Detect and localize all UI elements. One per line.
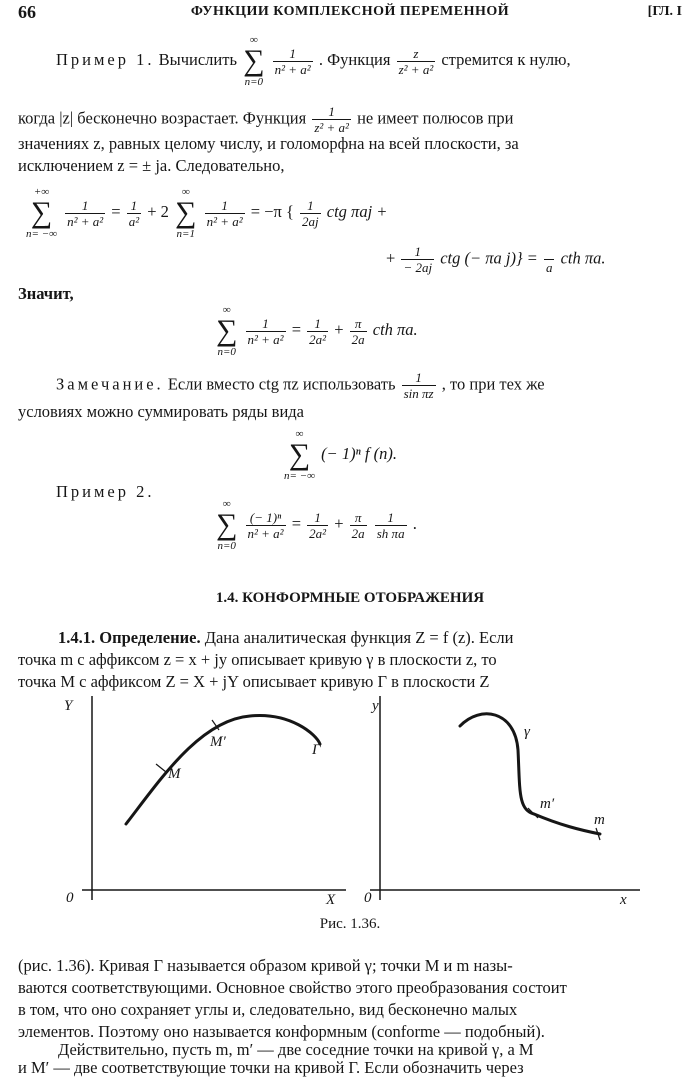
label-left-y-axis: Y (64, 698, 73, 714)
example1-label: Пример 1. (56, 49, 155, 69)
fraction: $\frac{1}{\text{n² + a²}}$ (247, 315, 284, 347)
sum-symbol: ∞ ∑ n=0 (216, 304, 238, 358)
equation-2: ∞ ∑ n=0 $\frac{1}{\text{n² + a²}}$ = $\frac{1}{\text{2a²}}$ + $\frac{\pi}{2a}$ cth πa. (216, 304, 418, 358)
tick-M (156, 764, 166, 772)
sum-symbol: ∞ ∑ n=1 (175, 186, 197, 240)
body-p1-line1: (рис. 1.36). Кривая Γ называется образом кривой γ; точки M и m назы- (18, 956, 513, 975)
fraction: $\frac{\text{(− 1)ⁿ}}{\text{n² + a²}}$ (247, 509, 284, 541)
label-point-M: M (168, 766, 181, 782)
fraction: $\frac{1}{\text{z² + a²}}$ (314, 104, 349, 135)
equation-1: +∞ ∑ n= −∞ $\frac{1}{\text{n² + a²}}$ = $\frac{1}{\text{a²}}$ + 2 ∞ ∑ n=1 $\frac{1}{\text{n² + a²}}$ = −π { $\frac{1}{2aj}$ ctg πaj + (26, 186, 388, 240)
label-curve-Gamma: Γ (312, 742, 321, 758)
fraction: a (544, 244, 555, 275)
definition-label: 1.4.1. Определение. (58, 628, 201, 647)
znachit-text: Значит, (18, 284, 74, 303)
page-number: 66 (18, 2, 36, 22)
label-curve-gamma: γ (524, 724, 530, 740)
sum-symbol: +∞ ∑ n= −∞ (26, 186, 57, 240)
example1-line1 (56, 34, 571, 88)
sum-symbol: ∞ ∑ n=0 (243, 34, 265, 88)
example1-line2: когда |z| бесконечно возрастает. Функция $\frac{1}{\text{z² + a²}}$ не имеет полюсов при (18, 104, 514, 135)
label-point-M-prime: M′ (210, 734, 226, 750)
definition-line2: точка m с аффиксом z = x + jy описывает кривую γ в плоскости z, то (18, 650, 497, 669)
fraction: $\frac{z}{\text{z² + a²}}$ (398, 45, 434, 77)
figure-1-36 (0, 690, 700, 915)
equation-3: ∞ ∑ n= −∞ (− 1)ⁿ f (n). (284, 428, 397, 482)
fraction: $\frac{1}{\text{2a²}}$ (309, 315, 327, 347)
running-head (18, 2, 682, 26)
curve-gamma (460, 714, 600, 834)
remark-line2: условиях можно суммировать ряды вида (18, 402, 304, 421)
label-point-m-prime: m′ (540, 796, 555, 812)
body-p1-line2: ваются соответствующими. Основное свойство этого преобразования состоит (18, 978, 567, 997)
sum-upper-limit: ∞ (249, 34, 258, 46)
fraction: $\frac{1}{\text{n² + a²}}$ (274, 45, 311, 77)
label-right-x-axis: x (620, 892, 627, 908)
equation-4: ∞ ∑ n=0 $\frac{\text{(− 1)ⁿ}}{\text{n² + a²}}$ = $\frac{1}{\text{2a²}}$ + $\frac{\pi}{2a}$ $\frac{1}{\text{sh πa}}$ . (216, 498, 417, 552)
label-right-y-axis: y (372, 698, 379, 714)
running-title: ФУНКЦИИ КОМПЛЕКСНОЙ ПЕРЕМЕННОЙ (190, 4, 510, 19)
figure-caption: Рис. 1.36. (319, 916, 381, 932)
remark-label: Замечание. (56, 374, 164, 394)
curve-Gamma (126, 716, 320, 824)
fraction: $\frac{1}{\text{n² + a²}}$ (206, 197, 243, 229)
fraction: $\frac{1}{\text{sin πz}}$ (403, 370, 434, 401)
fraction: $\frac{\pi}{2a}$ (351, 315, 365, 347)
example1-intro: Вычислить (158, 49, 237, 69)
label-point-m: m (594, 812, 605, 828)
fraction: $\frac{1}{\text{sh πa}}$ (376, 509, 405, 541)
remark-line1: Замечание. Если вместо ctg πz использовать $\frac{1}{\text{sin πz}}$ , то при тех же (56, 370, 545, 401)
fraction: $\frac{1}{- 2aj}$ (403, 244, 433, 275)
chapter-label: [ГЛ. I (647, 4, 682, 19)
body-p1-line3: в том, что оно сохраняет углы и, следовательно, вид бесконечно малых (18, 1000, 518, 1019)
equation-1-continued: + $\frac{1}{- 2aj}$ ctg (− πa j)} = a cth πa. (386, 244, 606, 275)
body-p2-line2: и M′ — две соответствующие точки на кривой Γ. Если обозначить через (18, 1058, 524, 1077)
sum-lower-limit: n=0 (244, 76, 264, 88)
fraction: $\frac{1}{\text{a²}}$ (128, 197, 140, 229)
label-right-origin: 0 (364, 890, 372, 906)
example2-label: Пример 2. (56, 482, 155, 501)
sum-symbol: ∞ ∑ n=0 (216, 498, 238, 552)
section-heading: 1.4. КОНФОРМНЫЕ ОТОБРАЖЕНИЯ (215, 590, 485, 606)
label-left-x-axis: X (326, 892, 336, 908)
label-left-origin: 0 (66, 890, 74, 906)
body-p2-line1: Действительно, пусть m, m′ — две соседние точки на кривой γ, а M (58, 1040, 534, 1059)
fraction: $\frac{1}{\text{n² + a²}}$ (67, 197, 104, 229)
definition-line1: 1.4.1. Определение. Дана аналитическая функция Z = f (z). Если (58, 628, 514, 647)
example1-line4: исключением z = ± ja. Следовательно, (18, 156, 285, 175)
example1-text-b: стремится к нулю, (441, 49, 571, 69)
fraction: $\frac{1}{2aj}$ (302, 197, 319, 229)
fraction: $\frac{1}{\text{2a²}}$ (309, 509, 327, 541)
body-p1-line4: элементов. Поэтому оно называется конформным (conforme — подобный). (18, 1022, 545, 1041)
sum-symbol: ∞ ∑ n= −∞ (284, 428, 315, 482)
definition-line3: точка M с аффиксом Z = X + jY описывает кривую Γ в плоскости Z (18, 672, 490, 691)
example1-text-a: . Функция (318, 49, 391, 69)
example1-line3: значениях z, равных целому числу, и голоморфна на всей плоскости, за (18, 134, 519, 153)
fraction: $\frac{\pi}{2a}$ (351, 509, 365, 541)
